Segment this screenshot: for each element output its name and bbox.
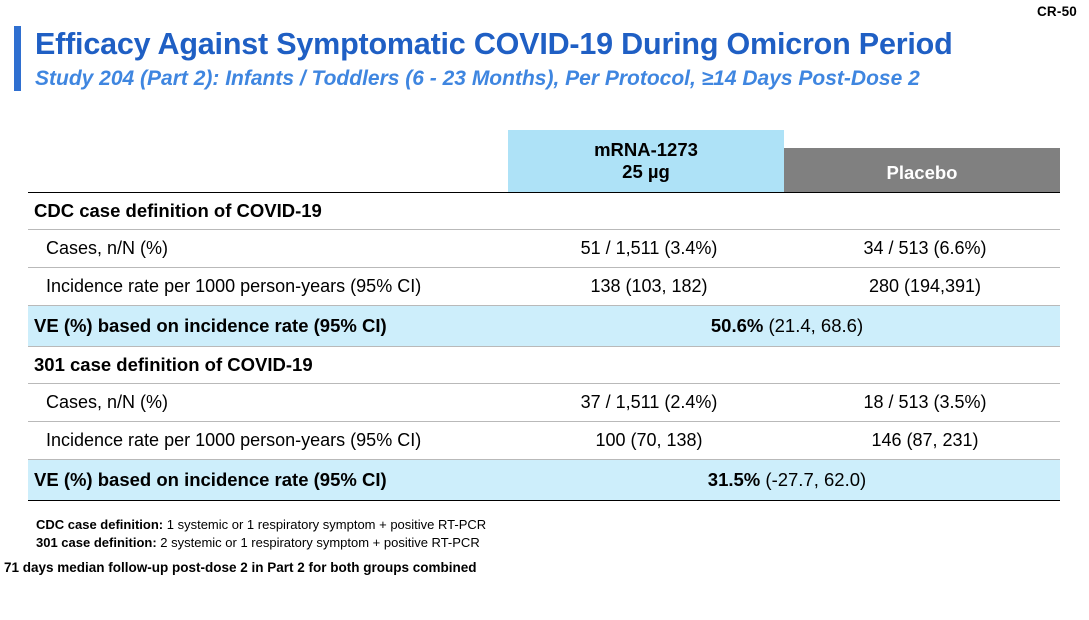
row-label: Cases, n/N (%) xyxy=(28,230,508,268)
ve-confidence-interval: (-27.7, 62.0) xyxy=(765,469,867,490)
page-title: Efficacy Against Symptomatic COVID-19 During Omicron Period xyxy=(35,27,953,61)
page-subtitle: Study 204 (Part 2): Infants / Toddlers (6 - 23 Months), Per Protocol, ≥14 Days Post-Dose 2 xyxy=(35,66,920,90)
footnote-cdc-label: CDC case definition: xyxy=(36,517,164,532)
row-value-placebo: 146 (87, 231) xyxy=(784,422,1060,460)
section-heading-spacer-arm xyxy=(508,193,784,230)
header-placebo-label: Placebo xyxy=(886,162,958,184)
ve-label: VE (%) based on incidence rate (95% CI) xyxy=(28,306,508,347)
ve-confidence-interval: (21.4, 68.6) xyxy=(768,315,864,336)
row-label: Incidence rate per 1000 person-years (95% CI) xyxy=(28,422,508,460)
title-block xyxy=(14,26,1074,91)
footnote-301-text: 2 systemic or 1 respiratory symptom + positive RT-PCR xyxy=(156,535,480,551)
title-text-group xyxy=(35,26,1074,91)
table-row xyxy=(28,230,1060,268)
header-blank-cell xyxy=(28,130,508,193)
row-value-arm: 100 (70, 138) xyxy=(508,422,784,460)
section-heading-spacer-placebo xyxy=(784,193,1060,230)
row-label: Cases, n/N (%) xyxy=(28,384,508,422)
footnote-301 xyxy=(36,534,486,552)
footnotes xyxy=(36,516,486,553)
header-arm-line2: 25 µg xyxy=(622,161,670,182)
header-arm-line1: mRNA-1273 xyxy=(594,139,698,161)
header-arm-placebo xyxy=(784,130,1060,193)
section-heading-cdc: CDC case definition of COVID-19 xyxy=(28,193,508,230)
table-section-heading-row xyxy=(28,347,1060,384)
table-row-ve xyxy=(28,306,1060,347)
title-accent-bar xyxy=(14,26,21,91)
footnote-cdc-text: 1 systemic or 1 respiratory symptom + positive RT-PCR xyxy=(163,517,487,532)
ve-label: VE (%) based on incidence rate (95% CI) xyxy=(28,460,508,501)
table-row xyxy=(28,422,1060,460)
table-section-heading-row xyxy=(28,193,1060,230)
row-value-placebo: 280 (194,391) xyxy=(784,268,1060,306)
footnote-cdc xyxy=(36,516,486,534)
section-heading-spacer-placebo xyxy=(784,347,1060,384)
section-heading-301: 301 case definition of COVID-19 xyxy=(28,347,508,384)
results-table-wrapper xyxy=(28,130,1060,501)
table-row xyxy=(28,384,1060,422)
row-value-arm: 51 / 1,511 (3.4%) xyxy=(508,230,784,268)
table-row xyxy=(28,268,1060,306)
ve-value: 31.5% xyxy=(707,469,761,490)
slide-identifier: CR-50 xyxy=(1036,4,1077,19)
table-header-row xyxy=(28,130,1060,193)
row-label: Incidence rate per 1000 person-years (95% CI) xyxy=(28,268,508,306)
section-heading-spacer-arm xyxy=(508,347,784,384)
row-value-placebo: 18 / 513 (3.5%) xyxy=(784,384,1060,422)
efficacy-table xyxy=(28,130,1060,501)
ve-value: 50.6% xyxy=(710,315,764,336)
bottom-note: 71 days median follow-up post-dose 2 in Part 2 for both groups combined xyxy=(4,560,477,575)
row-value-arm: 37 / 1,511 (2.4%) xyxy=(508,384,784,422)
header-arm-mrna1273 xyxy=(508,130,784,193)
footnote-301-label: 301 case definition: xyxy=(36,535,157,551)
row-value-arm: 138 (103, 182) xyxy=(508,268,784,306)
table-row-ve xyxy=(28,460,1060,501)
ve-value-cell xyxy=(508,306,1060,347)
row-value-placebo: 34 / 513 (6.6%) xyxy=(784,230,1060,268)
ve-value-cell xyxy=(508,460,1060,501)
